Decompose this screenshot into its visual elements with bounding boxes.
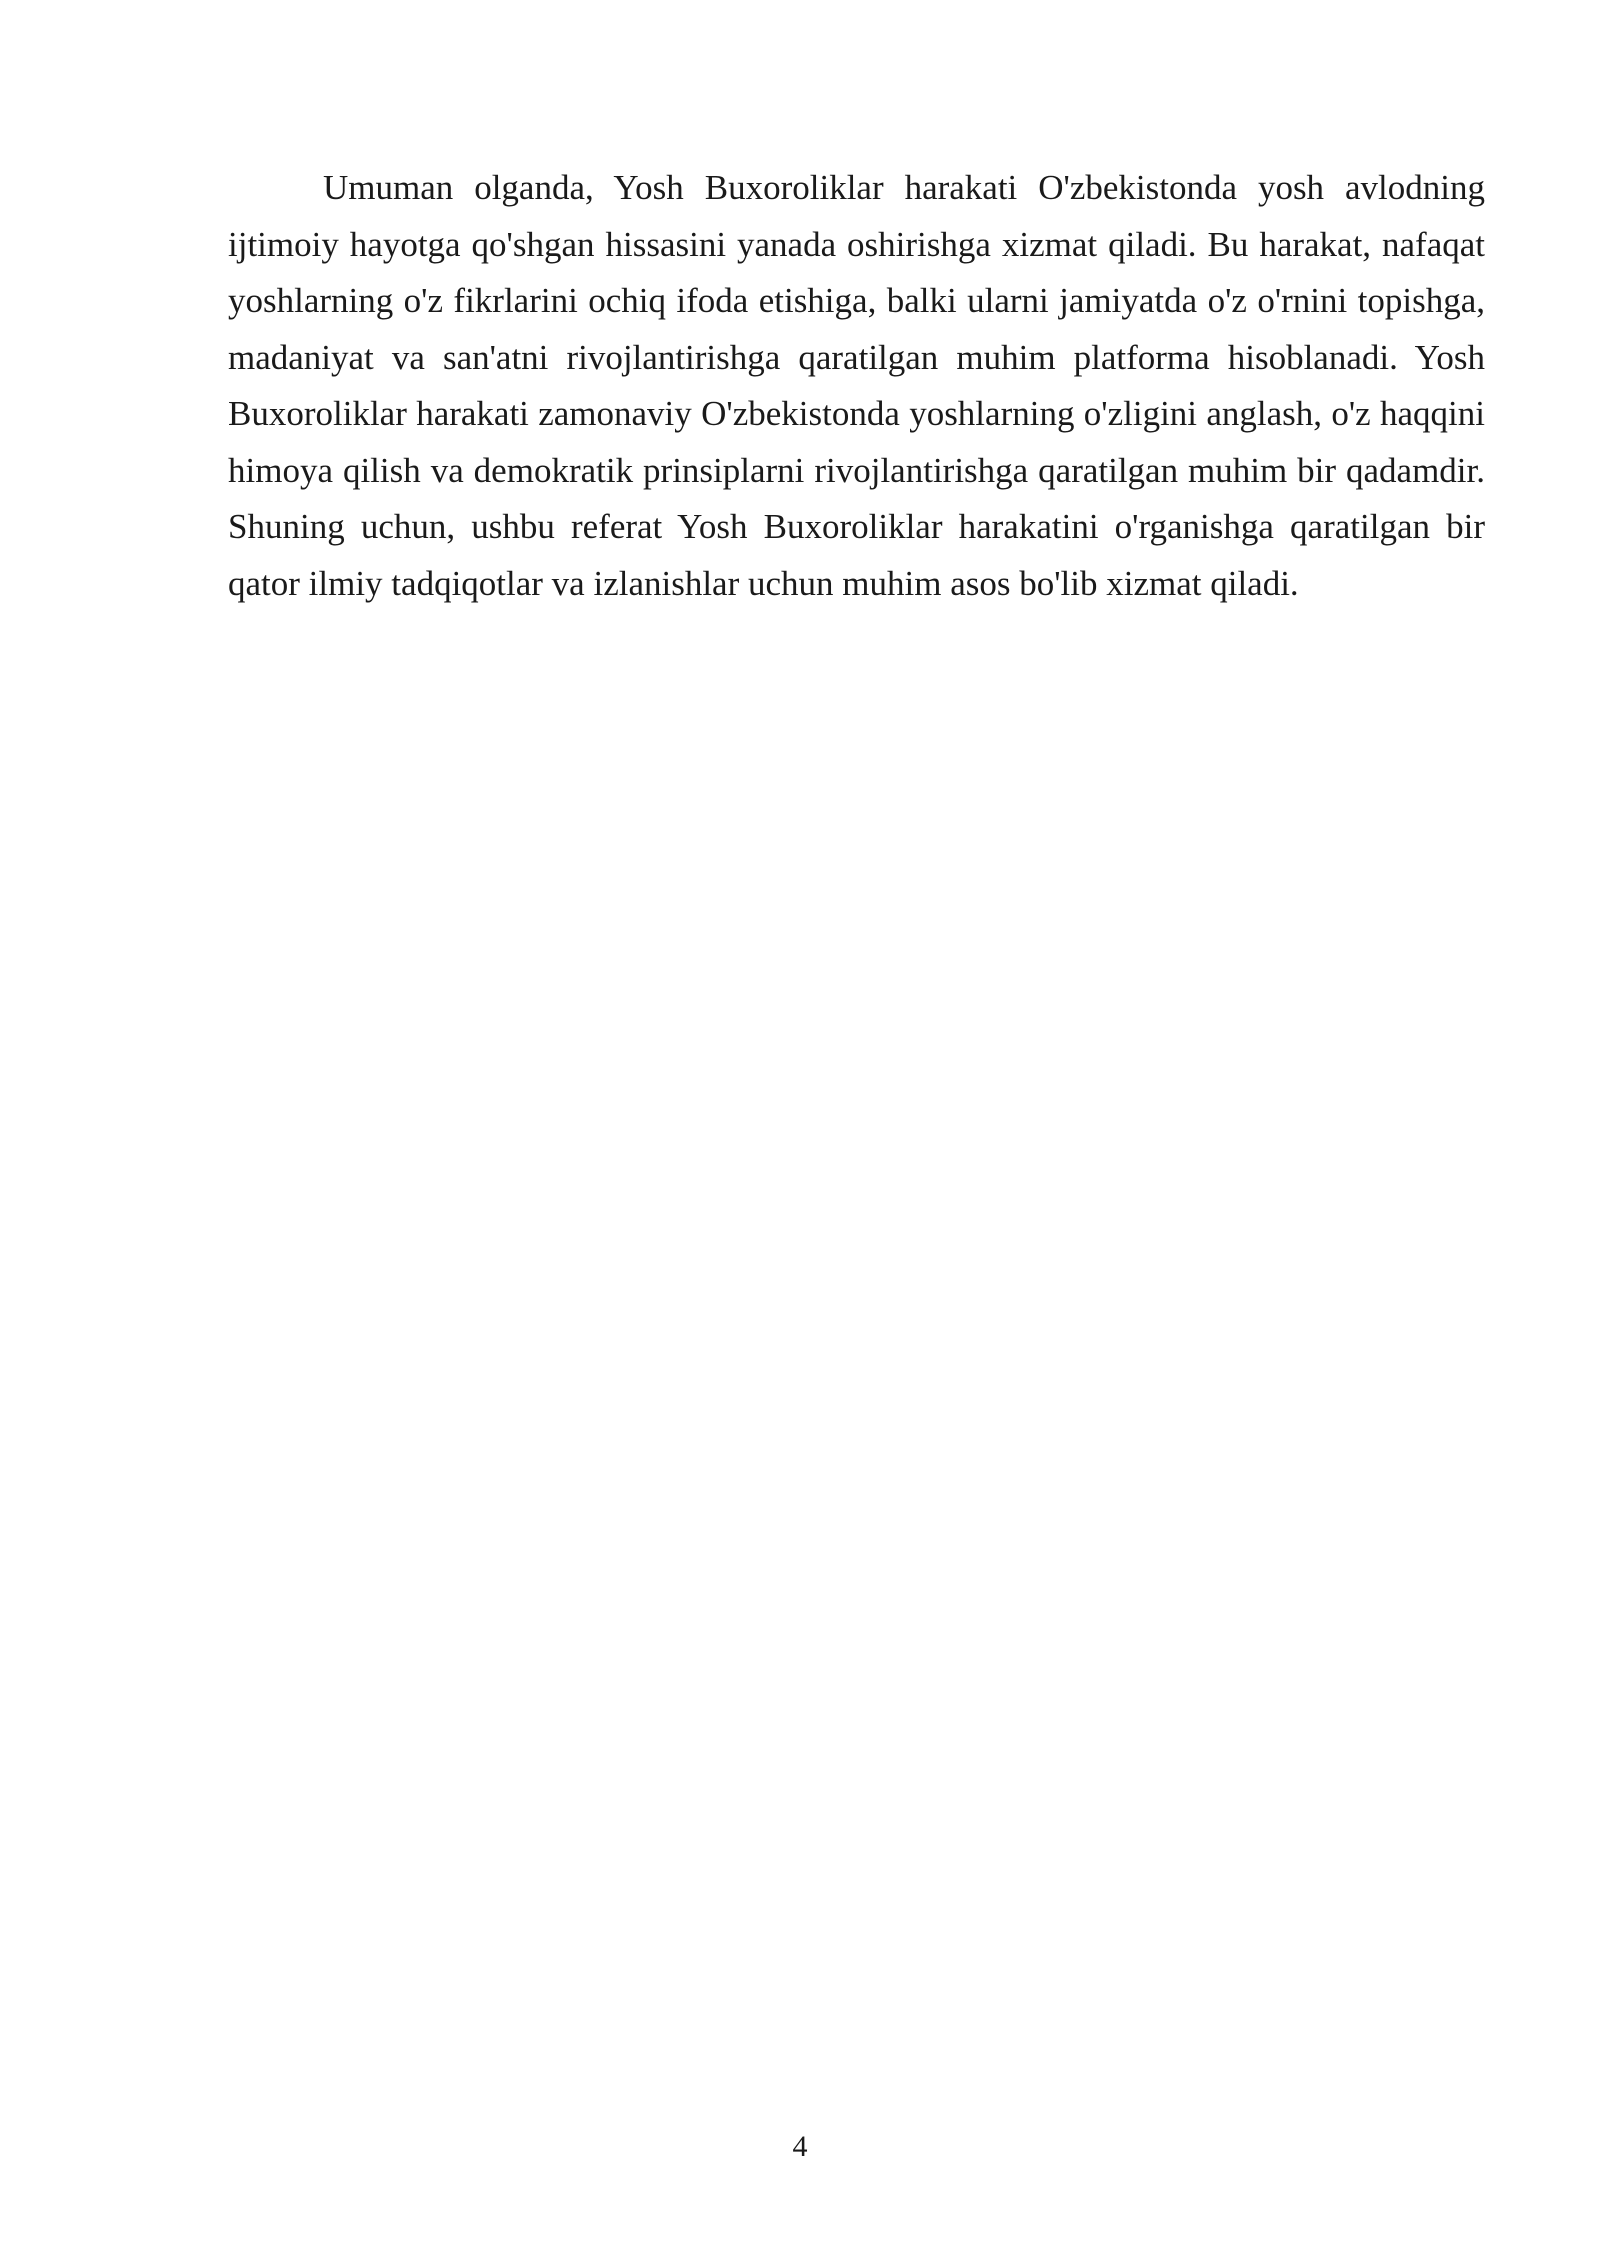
body-paragraph: Umuman olganda, Yosh Buxoroliklar harakati O'zbekistonda yosh avlodning ijtimoiy hayotga qo'shgan hissasini yanada oshirishga xizmat qiladi. Bu harakat, nafaqat yoshlarning o'z fikrlarini ochiq ifoda etishiga, balki ularni jamiyatda o'z o'rnini topishga, madaniyat va san'atni rivojlantirishga qaratilgan muhim platforma hisoblanadi. Yosh Buxoroliklar harakati zamonaviy O'zbekistonda yoshlarning o'zligini anglash, o'z haqqini himoya qilish va demokratik prinsiplarni rivojlantirishga qaratilgan muhim bir qadamdir. Shuning uchun, ushbu referat Yosh Buxoroliklar harakatini o'rganishga qaratilgan bir qator ilmiy tadqiqotlar va izlanishlar uchun muhim asos bo'lib xizmat qiladi.: [228, 168, 1485, 603]
page-number: 4: [792, 2130, 808, 2163]
document-body: [228, 160, 1485, 612]
